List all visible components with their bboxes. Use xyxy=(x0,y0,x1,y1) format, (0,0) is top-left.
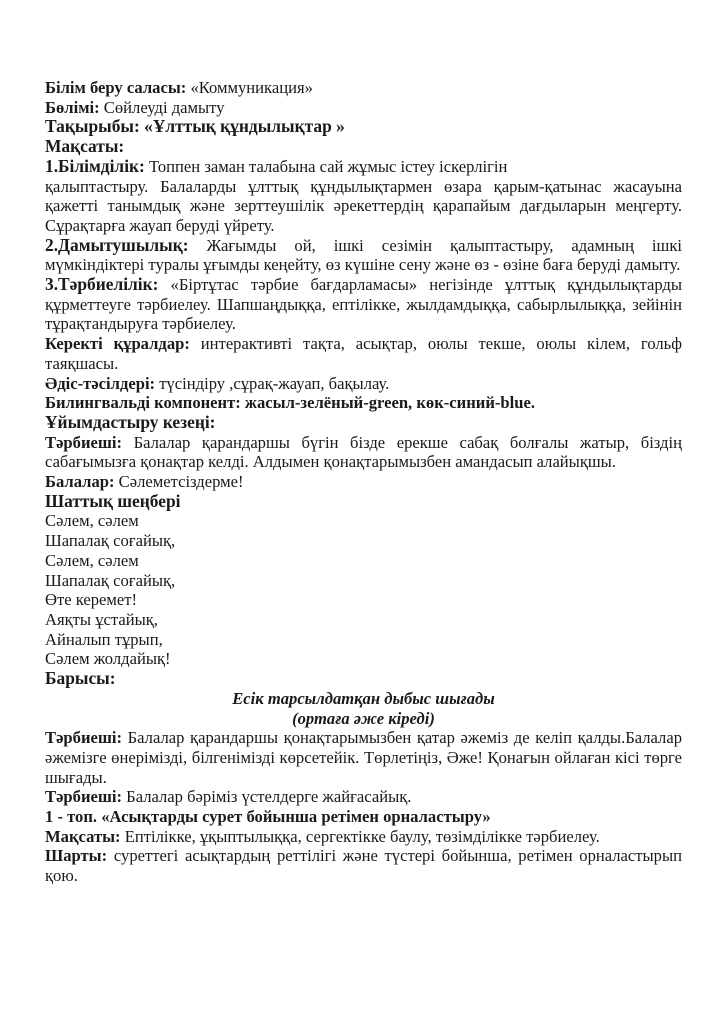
goal-1-text-start: Топпен заман талабына сай жұмыс істеу іскерлігін xyxy=(144,156,508,176)
poem-line: Сәлем, сәлем xyxy=(45,550,139,570)
goal-3 xyxy=(45,275,682,334)
goal-3-text: «Біртұтас тәрбие бағдарламасы» негізінде ұлттық құндылықтарды құрметтеуге тәрбиелеу. Шапшаңдыққа, ептілікке, жылдамдыққа, сабырлылыққа, зейінін тұрақтандыруға тәрбиелеу. xyxy=(45,275,682,334)
process-heading: Барысы: xyxy=(45,668,116,689)
group-1-goal-text: Ептілікке, ұқыптылыққа, сергектікке баулу, төзімділікке тәрбиелеу. xyxy=(120,826,600,846)
poem-line: Шапалақ соғайық, xyxy=(45,570,176,590)
process-teacher-1 xyxy=(45,728,682,787)
organization-teacher-label: Тәрбиеші: xyxy=(45,432,123,452)
section-value: Сөйлеуді дамыту xyxy=(99,97,225,117)
methods-label: Әдіс-тәсілдері: xyxy=(45,373,156,393)
materials-text: интерактивті тақта, асықтар, оюлы текше, оюлы кілем, гольф таяқшасы. xyxy=(45,334,682,373)
group-1-condition-label: Шарты: xyxy=(45,846,108,866)
poem-line: Аяқты ұстайық, xyxy=(45,609,158,629)
process-teacher-2 xyxy=(45,787,682,807)
group-1-goal xyxy=(45,827,682,847)
materials xyxy=(45,334,682,373)
methods-text: түсіндіру ,сұрақ-жауап, бақылау. xyxy=(155,373,390,393)
process-teacher-1-text: Балалар қарандаршы қонақтарымызбен қатар әжеміз де келіп қалды.Балалар әжемізге өнерімізді, білгенімізді көрсетейік. Төрлетіңіз, Әже! Қонағын ойлаған кісі төрге шығады. xyxy=(45,728,682,787)
goal-1-first-line xyxy=(45,157,682,177)
methods xyxy=(45,374,682,394)
organization-heading: Ұйымдастыру кезеңі: xyxy=(45,411,216,432)
poem-line: Айналып тұрып, xyxy=(45,629,163,649)
education-area-value: «Коммуникация» xyxy=(186,78,313,97)
process-teacher-1-label: Тәрбиеші: xyxy=(45,728,123,748)
children-reply xyxy=(45,472,682,492)
goal-1-text: қалыптастыру. Балаларды ұлттық құндылықтармен өзара қарым-қатынас жасауына қажетті танымдық және зерттеушілік әрекеттердің қарапайым дағдыларын меңгерту. Сұрақтарға жауап беруді үйрету. xyxy=(45,176,682,235)
children-label: Балалар: xyxy=(45,472,115,492)
organization-teacher-text: Балалар қарандаршы бүгін бізде ерекше сабақ болғалы жатыр, біздің сабағымызға қонақтар келді. Алдымен қонақтарымызбен амандасып алайықшы. xyxy=(45,432,682,472)
bilingual-component: Билингвальді компонент: жасыл-зелёный-green, көк-синий-blue. xyxy=(45,393,536,413)
goals-heading: Мақсаты: xyxy=(45,136,125,157)
organization-teacher xyxy=(45,433,682,472)
children-text: Сәлеметсіздерме! xyxy=(114,472,244,492)
group-1-heading: 1 - топ. «Асықтарды сурет бойынша ретімен орналастыру» xyxy=(45,807,491,827)
materials-label: Керекті құралдар: xyxy=(45,334,190,354)
goal-2 xyxy=(45,236,682,275)
section xyxy=(45,98,682,118)
document-page xyxy=(45,78,682,886)
joy-circle-heading: Шаттық шеңбері xyxy=(45,490,181,511)
stage-direction-2: (ортаға әже кіреді) xyxy=(292,708,435,728)
education-area xyxy=(45,78,682,98)
group-1-condition-text: суреттегі асықтардың реттілігі және түстері бойынша, ретімен орналастырып қою. xyxy=(45,846,682,886)
poem-line: Сәлем жолдайық! xyxy=(45,649,171,669)
greeting-poem xyxy=(45,511,682,669)
process-teacher-2-label: Тәрбиеші: xyxy=(45,787,123,807)
poem-line: Сәлем, сәлем xyxy=(45,511,139,531)
goal-2-text: Жағымды ой, ішкі сезімін қалыптастыру, адамның ішкі мүмкіндіктері туралы ұғымды кеңейту, өз күшіне сену және өз - өзіне баға беруді дамыту. xyxy=(45,235,682,275)
topic-heading: Тақырыбы: «Ұлттық құндылықтар » xyxy=(45,116,345,137)
section-label: Бөлімі: xyxy=(45,97,100,117)
goal-2-label: 2.Дамытушылық: xyxy=(45,234,189,255)
goal-1-label: 1.Білімділік: xyxy=(45,155,145,176)
poem-line: Өте керемет! xyxy=(45,590,138,610)
education-area-label: Білім беру саласы: xyxy=(45,78,187,97)
group-1-condition xyxy=(45,846,682,885)
goal-3-label: 3.Тәрбиелілік: xyxy=(45,274,159,295)
poem-line: Шапалақ соғайық, xyxy=(45,531,176,551)
stage-direction-1: Есік тарсылдатқан дыбыс шығады xyxy=(232,688,495,708)
process-teacher-2-text: Балалар бәріміз үстелдерге жайғасайық. xyxy=(122,787,412,807)
group-1-goal-label: Мақсаты: xyxy=(45,826,121,846)
